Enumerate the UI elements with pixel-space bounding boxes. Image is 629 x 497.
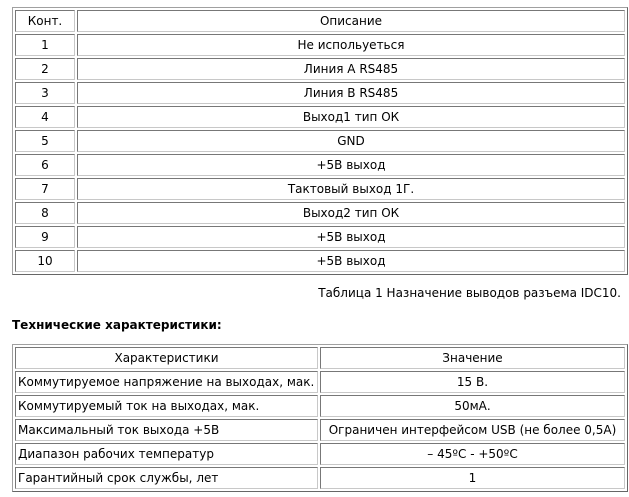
table-header-row xyxy=(15,10,625,32)
table-row xyxy=(15,58,625,80)
value-cell: 15 В. xyxy=(320,371,625,393)
table-row xyxy=(15,154,625,176)
table-row xyxy=(15,178,625,200)
table-row xyxy=(15,82,625,104)
pin-assignment-table xyxy=(12,7,628,275)
table-row xyxy=(15,467,625,489)
value-cell: 50мА. xyxy=(320,395,625,417)
pin-number-cell: 3 xyxy=(15,82,75,104)
pin-description-cell: +5В выход xyxy=(77,154,625,176)
header-cell-value: Значение xyxy=(320,347,625,369)
header-cell-characteristic: Характеристики xyxy=(15,347,318,369)
header-cell-contact: Конт. xyxy=(15,10,75,32)
pin-number-cell: 8 xyxy=(15,202,75,224)
pin-description-cell: Не испольуеться xyxy=(77,34,625,56)
table-row xyxy=(15,395,625,417)
table-row xyxy=(15,250,625,272)
pin-number-cell: 7 xyxy=(15,178,75,200)
value-cell: 1 xyxy=(320,467,625,489)
pin-number-cell: 10 xyxy=(15,250,75,272)
pin-description-cell: Выход1 тип ОК xyxy=(77,106,625,128)
table-row xyxy=(15,202,625,224)
pin-description-cell: GND xyxy=(77,130,625,152)
table-row xyxy=(15,106,625,128)
table-row xyxy=(15,130,625,152)
characteristic-cell: Коммутируемое напряжение на выходах, мак. xyxy=(15,371,318,393)
table-row xyxy=(15,34,625,56)
table-header-row xyxy=(15,347,625,369)
characteristic-cell: Диапазон рабочих температур xyxy=(15,443,318,465)
specifications-table xyxy=(12,344,628,492)
pin-number-cell: 9 xyxy=(15,226,75,248)
characteristic-cell: Коммутируемый ток на выходах, мак. xyxy=(15,395,318,417)
pin-number-cell: 6 xyxy=(15,154,75,176)
table-row xyxy=(15,443,625,465)
pin-number-cell: 4 xyxy=(15,106,75,128)
header-cell-description: Описание xyxy=(77,10,625,32)
table-row xyxy=(15,419,625,441)
characteristic-cell: Гарантийный срок службы, лет xyxy=(15,467,318,489)
pin-description-cell: Выход2 тип ОК xyxy=(77,202,625,224)
pin-description-cell: +5В выход xyxy=(77,226,625,248)
table-caption: Таблица 1 Назначение выводов разъема IDC10. xyxy=(318,286,621,300)
pin-description-cell: Линия A RS485 xyxy=(77,58,625,80)
table-row xyxy=(15,371,625,393)
section-title: Технические характеристики: xyxy=(12,318,222,332)
characteristic-cell: Максимальный ток выхода +5В xyxy=(15,419,318,441)
value-cell: Ограничен интерфейсом USB (не более 0,5А) xyxy=(320,419,625,441)
pin-description-cell: Тактовый выход 1Г. xyxy=(77,178,625,200)
table-row xyxy=(15,226,625,248)
value-cell: – 45ºС - +50ºС xyxy=(320,443,625,465)
pin-number-cell: 1 xyxy=(15,34,75,56)
pin-number-cell: 5 xyxy=(15,130,75,152)
pin-description-cell: +5В выход xyxy=(77,250,625,272)
pin-description-cell: Линия B RS485 xyxy=(77,82,625,104)
pin-number-cell: 2 xyxy=(15,58,75,80)
